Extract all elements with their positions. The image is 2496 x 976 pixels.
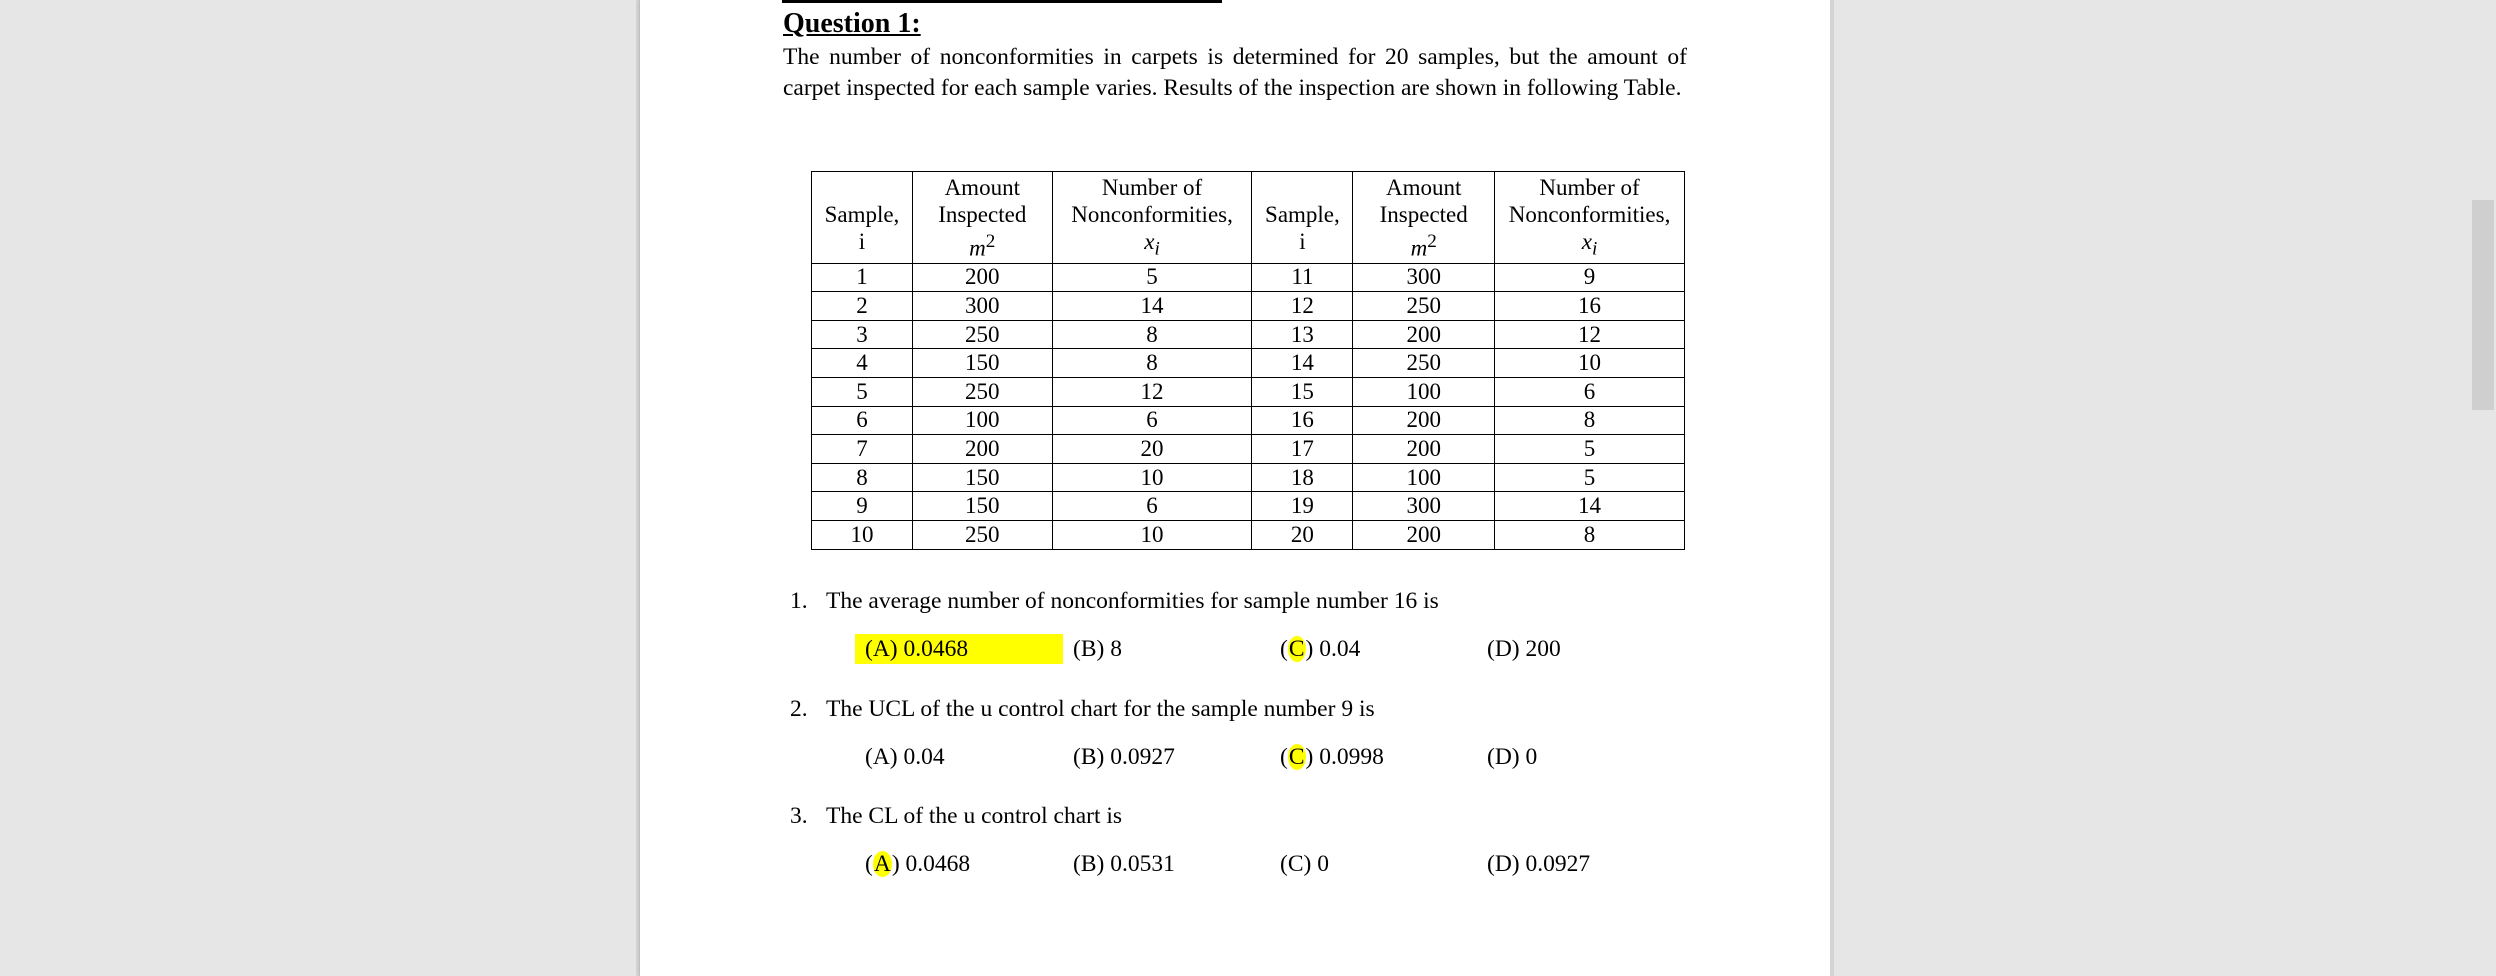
table-cell: 6 (1495, 377, 1685, 406)
question-3-option-b: (B) 0.0531 (1073, 851, 1175, 877)
question-3-text: The CL of the u control chart is (826, 803, 1123, 829)
table-cell: 6 (1052, 406, 1252, 435)
table-cell: 150 (912, 492, 1052, 521)
table-cell: 300 (1353, 492, 1495, 521)
table-row (812, 406, 1685, 435)
header-sample-2: Sample, i (1252, 172, 1353, 264)
table-cell: 300 (912, 292, 1052, 321)
table-cell: 12 (1252, 292, 1353, 321)
header-nonconformities-2: Number of Nonconformities, $x_i$ (1495, 172, 1685, 264)
highlighted-letter: C (1288, 636, 1305, 662)
table-cell: 8 (1495, 520, 1685, 549)
question-1-option-a: (A) 0.0468 (865, 636, 969, 662)
question-3-number: 3. (790, 803, 808, 829)
table-row (812, 292, 1685, 321)
question-title: Question 1: (783, 8, 921, 39)
question-1-number: 1. (790, 588, 808, 614)
table-cell: 100 (912, 406, 1052, 435)
table-cell: 9 (1495, 263, 1685, 292)
table-cell: 10 (1495, 349, 1685, 378)
table-cell: 11 (1252, 263, 1353, 292)
table-cell: 9 (812, 492, 913, 521)
question-2-text: The UCL of the u control chart for the sample number 9 is (826, 696, 1375, 722)
table-cell: 300 (1353, 263, 1495, 292)
inspection-table (811, 171, 1685, 550)
table-cell: 200 (1353, 406, 1495, 435)
table-cell: 250 (1353, 349, 1495, 378)
table-cell: 200 (1353, 520, 1495, 549)
table-row (812, 320, 1685, 349)
header-amount: Amount Inspected $m^2$ (912, 172, 1052, 264)
header-nonconformities: Number of Nonconformities, $x_i$ (1052, 172, 1252, 264)
question-paragraph: The number of nonconformities in carpets is determined for 20 samples, but the amount of carpet inspected for each sample varies. Results of the inspection are shown in following Table. (783, 44, 1687, 101)
table-row (812, 435, 1685, 464)
table-cell: 7 (812, 435, 913, 464)
table-cell: 250 (912, 320, 1052, 349)
table-cell: 17 (1252, 435, 1353, 464)
table-cell: 13 (1252, 320, 1353, 349)
table-cell: 250 (912, 377, 1052, 406)
top-rule (782, 0, 1222, 3)
table-cell: 16 (1495, 292, 1685, 321)
table-cell: 14 (1495, 492, 1685, 521)
vertical-scrollbar-thumb[interactable] (2472, 200, 2494, 410)
table-cell: 18 (1252, 463, 1353, 492)
page-shadow-right (1830, 0, 1834, 976)
question-2-number: 2. (790, 696, 808, 722)
table-cell: 12 (1052, 377, 1252, 406)
table-cell: 200 (912, 435, 1052, 464)
table-cell: 100 (1353, 377, 1495, 406)
table-cell: 10 (1052, 463, 1252, 492)
question-2-option-c: (C) 0.0998 (1280, 744, 1384, 770)
question-1-option-b: (B) 8 (1073, 636, 1122, 662)
table-header-row (812, 172, 1685, 264)
table-cell: 5 (1052, 263, 1252, 292)
table-cell: 5 (1495, 463, 1685, 492)
table-cell: 20 (1052, 435, 1252, 464)
table-cell: 3 (812, 320, 913, 349)
table-cell: 150 (912, 463, 1052, 492)
question-1-option-d: (D) 200 (1487, 636, 1561, 662)
table-cell: 100 (1353, 463, 1495, 492)
table-row (812, 463, 1685, 492)
table-cell: 250 (912, 520, 1052, 549)
table-row (812, 520, 1685, 549)
question-3-option-d: (D) 0.0927 (1487, 851, 1591, 877)
question-2-option-a: (A) 0.04 (865, 744, 945, 770)
table-cell: 8 (812, 463, 913, 492)
header-sample: Sample, i (812, 172, 913, 264)
table-row (812, 349, 1685, 378)
header-amount-2: Amount Inspected $m^2$ (1353, 172, 1495, 264)
table-cell: 16 (1252, 406, 1353, 435)
table-cell: 2 (812, 292, 913, 321)
table-row (812, 377, 1685, 406)
table-cell: 150 (912, 349, 1052, 378)
highlighted-letter: A (873, 851, 891, 877)
table-cell: 5 (1495, 435, 1685, 464)
table-cell: 4 (812, 349, 913, 378)
question-1-text: The average number of nonconformities for sample number 16 is (826, 588, 1439, 614)
table-cell: 12 (1495, 320, 1685, 349)
question-3-option-c: (C) 0 (1280, 851, 1329, 877)
question-2-option-d: (D) 0 (1487, 744, 1538, 770)
question-1-option-c: (C) 0.04 (1280, 636, 1361, 662)
table-cell: 14 (1252, 349, 1353, 378)
table-cell: 200 (1353, 320, 1495, 349)
table-cell: 5 (812, 377, 913, 406)
table-cell: 6 (1052, 492, 1252, 521)
table-row (812, 263, 1685, 292)
table-row (812, 492, 1685, 521)
table-cell: 8 (1495, 406, 1685, 435)
table-cell: 1 (812, 263, 913, 292)
table-cell: 8 (1052, 320, 1252, 349)
table-cell: 10 (812, 520, 913, 549)
table-cell: 200 (912, 263, 1052, 292)
table-cell: 19 (1252, 492, 1353, 521)
table-cell: 14 (1052, 292, 1252, 321)
table-cell: 15 (1252, 377, 1353, 406)
table-cell: 250 (1353, 292, 1495, 321)
question-3-option-a: (A) 0.0468 (865, 851, 971, 877)
question-2-option-b: (B) 0.0927 (1073, 744, 1175, 770)
table-cell: 6 (812, 406, 913, 435)
table-cell: 200 (1353, 435, 1495, 464)
table-cell: 8 (1052, 349, 1252, 378)
highlighted-letter: C (1288, 744, 1305, 770)
table-cell: 20 (1252, 520, 1353, 549)
table-cell: 10 (1052, 520, 1252, 549)
